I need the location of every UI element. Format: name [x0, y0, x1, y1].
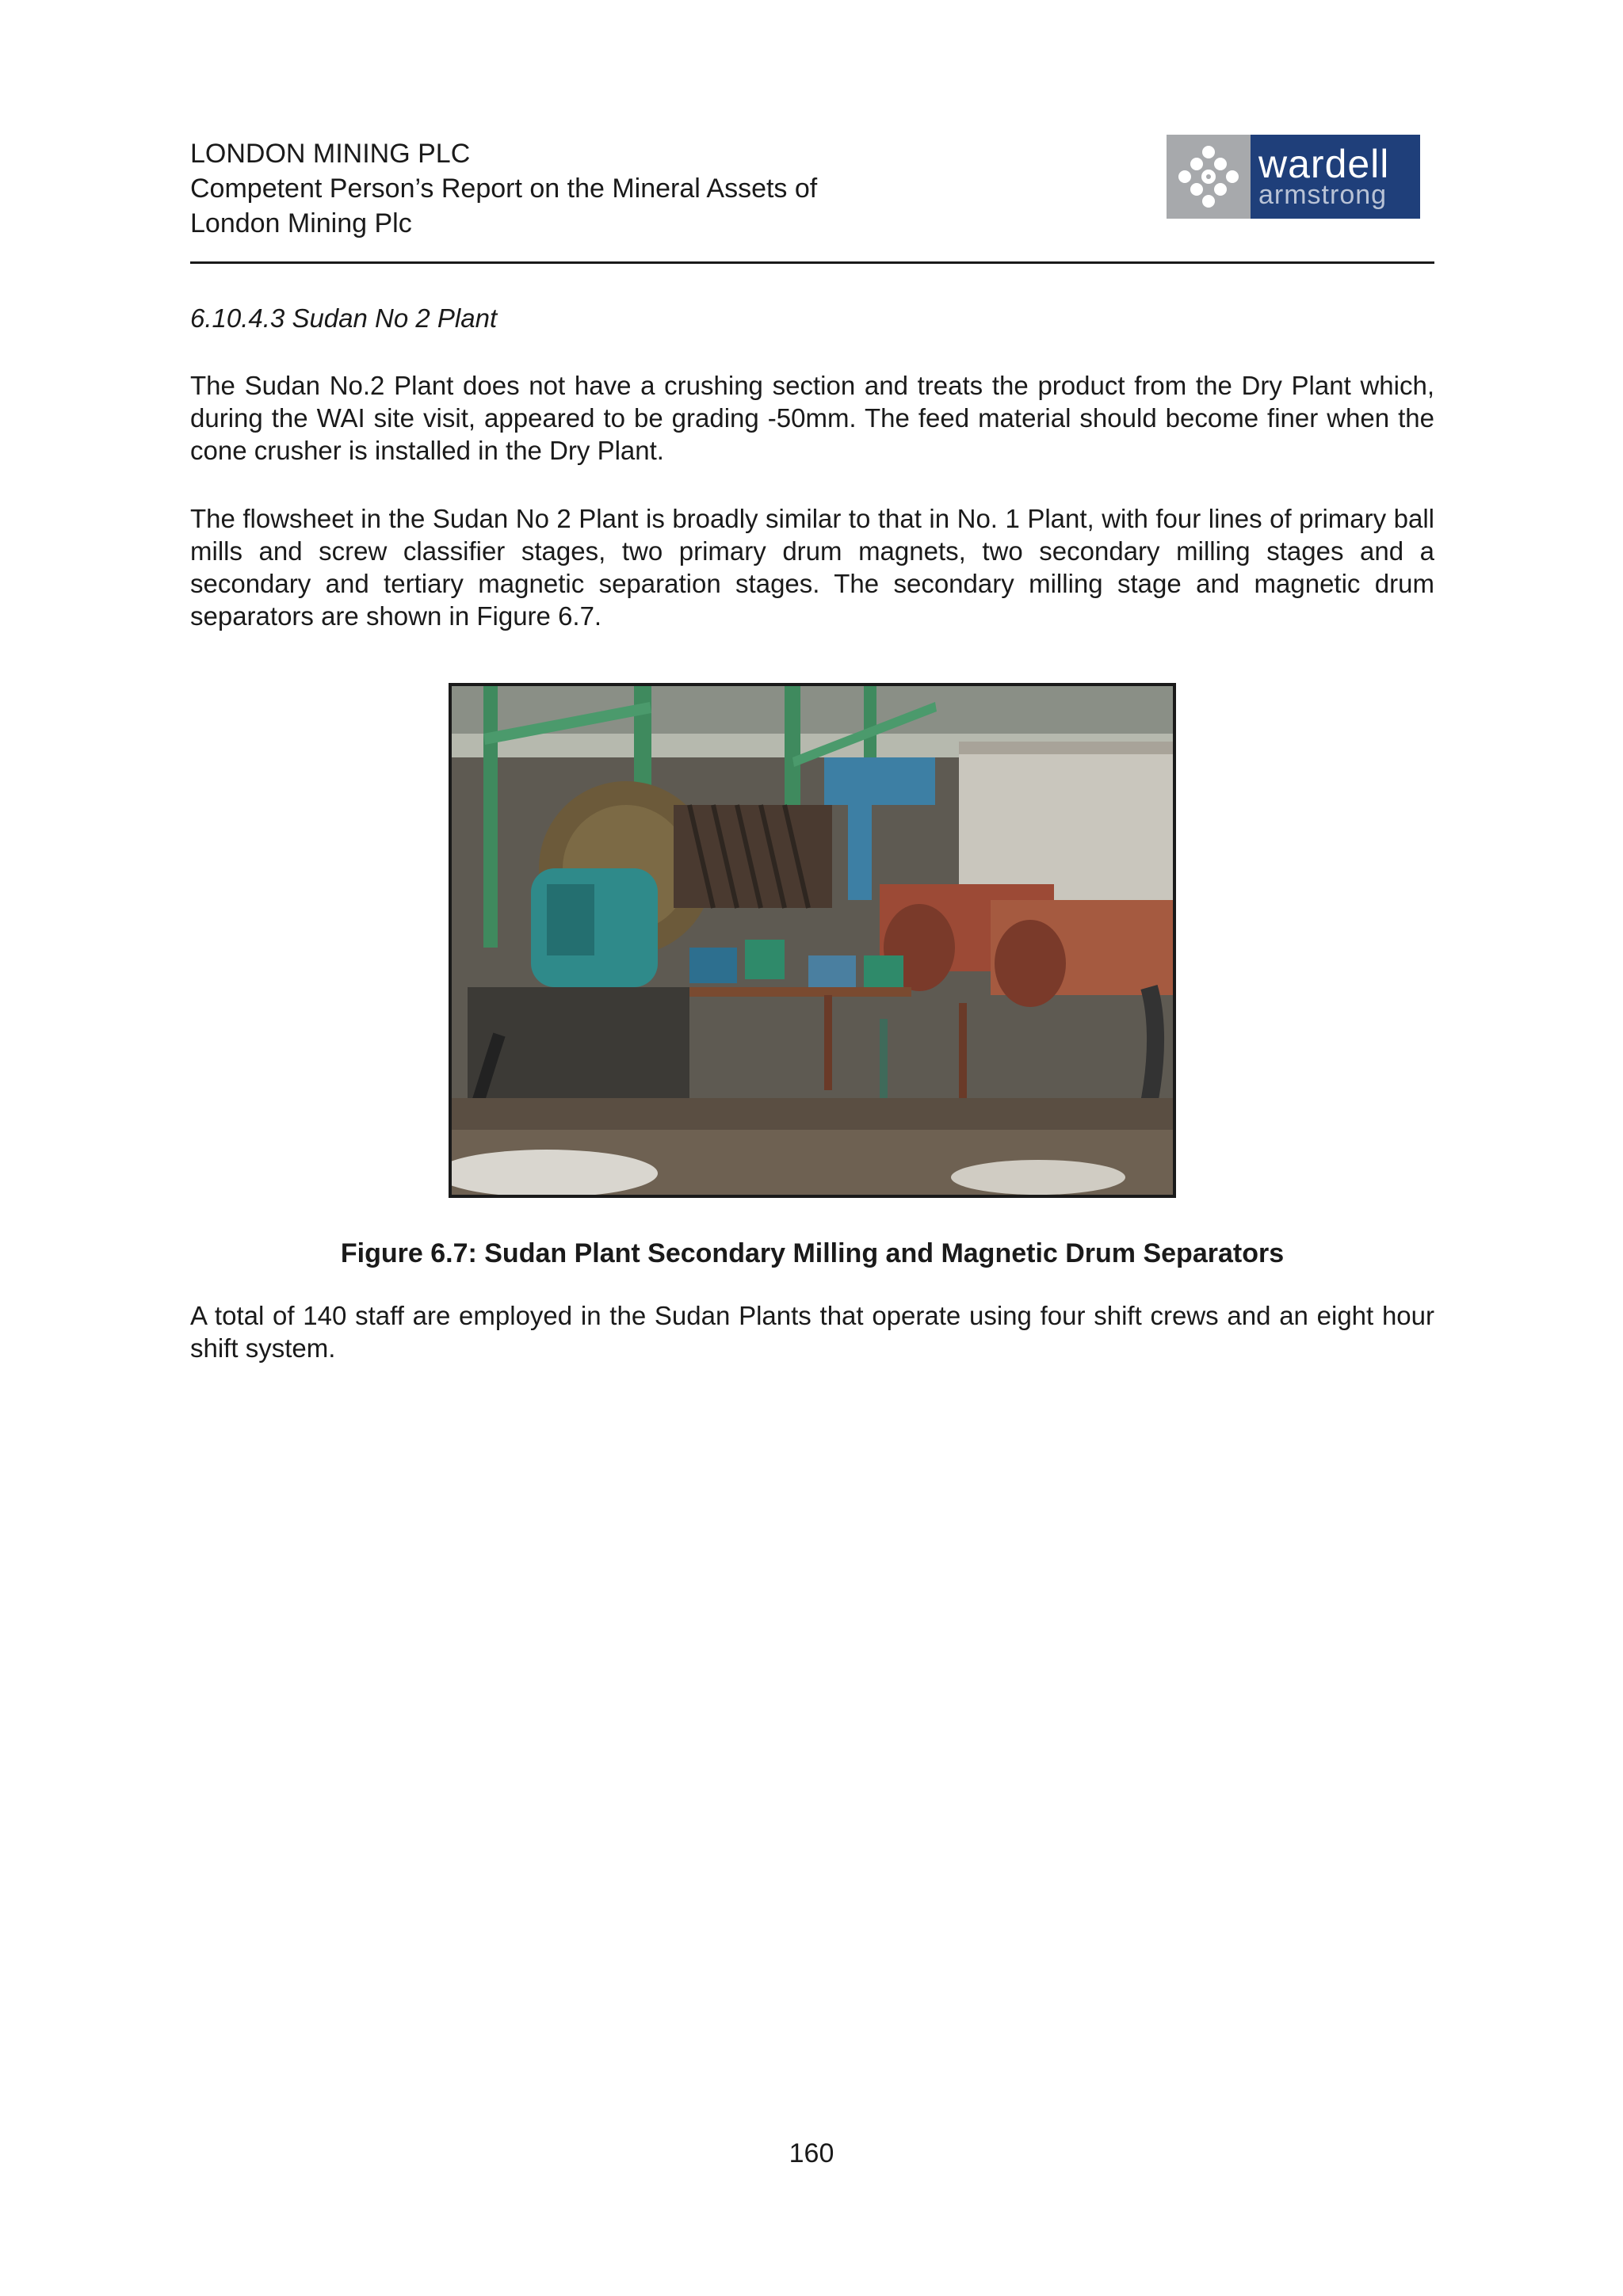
- body-paragraph-3: A total of 140 staff are employed in the Sudan Plants that operate using four shift crews and an eight hour shift system.: [190, 1301, 1434, 1363]
- header-divider: [190, 261, 1434, 264]
- wardell-armstrong-logo: [1167, 135, 1420, 219]
- company-name: LONDON MINING PLC: [190, 139, 471, 169]
- figure-caption: Figure 6.7: Sudan Plant Secondary Milling and Magnetic Drum Separators: [340, 1238, 1285, 1268]
- logo-word-wardell: wardell: [1258, 142, 1390, 186]
- plant-photo-illustration: [452, 686, 1173, 1195]
- logo-emblem-icon: [1167, 135, 1251, 219]
- logo-wordmark: [1251, 135, 1420, 219]
- plant-photo: [449, 683, 1176, 1198]
- report-title: Competent Person’s Report on the Mineral Assets of: [190, 174, 818, 204]
- body-paragraph-2: The flowsheet in the Sudan No 2 Plant is broadly similar to that in No. 1 Plant, with four lines of primary ball mills and screw classifier stages, two primary drum magnets, two secondary milling stages and a secondary and tertiary magnetic separation stages. The secondary milling stage and magnetic drum separators are shown in Figure 6.7.: [190, 504, 1434, 631]
- logo-word-armstrong: armstrong: [1258, 180, 1388, 210]
- section-heading: 6.10.4.3 Sudan No 2 Plant: [190, 303, 498, 333]
- report-header: [190, 136, 817, 241]
- body-paragraph-1: The Sudan No.2 Plant does not have a crushing section and treats the product from the Dry Plant which, during the WAI site visit, appeared to be grading -50mm. The feed material should become finer when the cone crusher is installed in the Dry Plant.: [190, 371, 1434, 465]
- page-number: 160: [789, 2138, 834, 2168]
- report-subject: London Mining Plc: [190, 208, 412, 238]
